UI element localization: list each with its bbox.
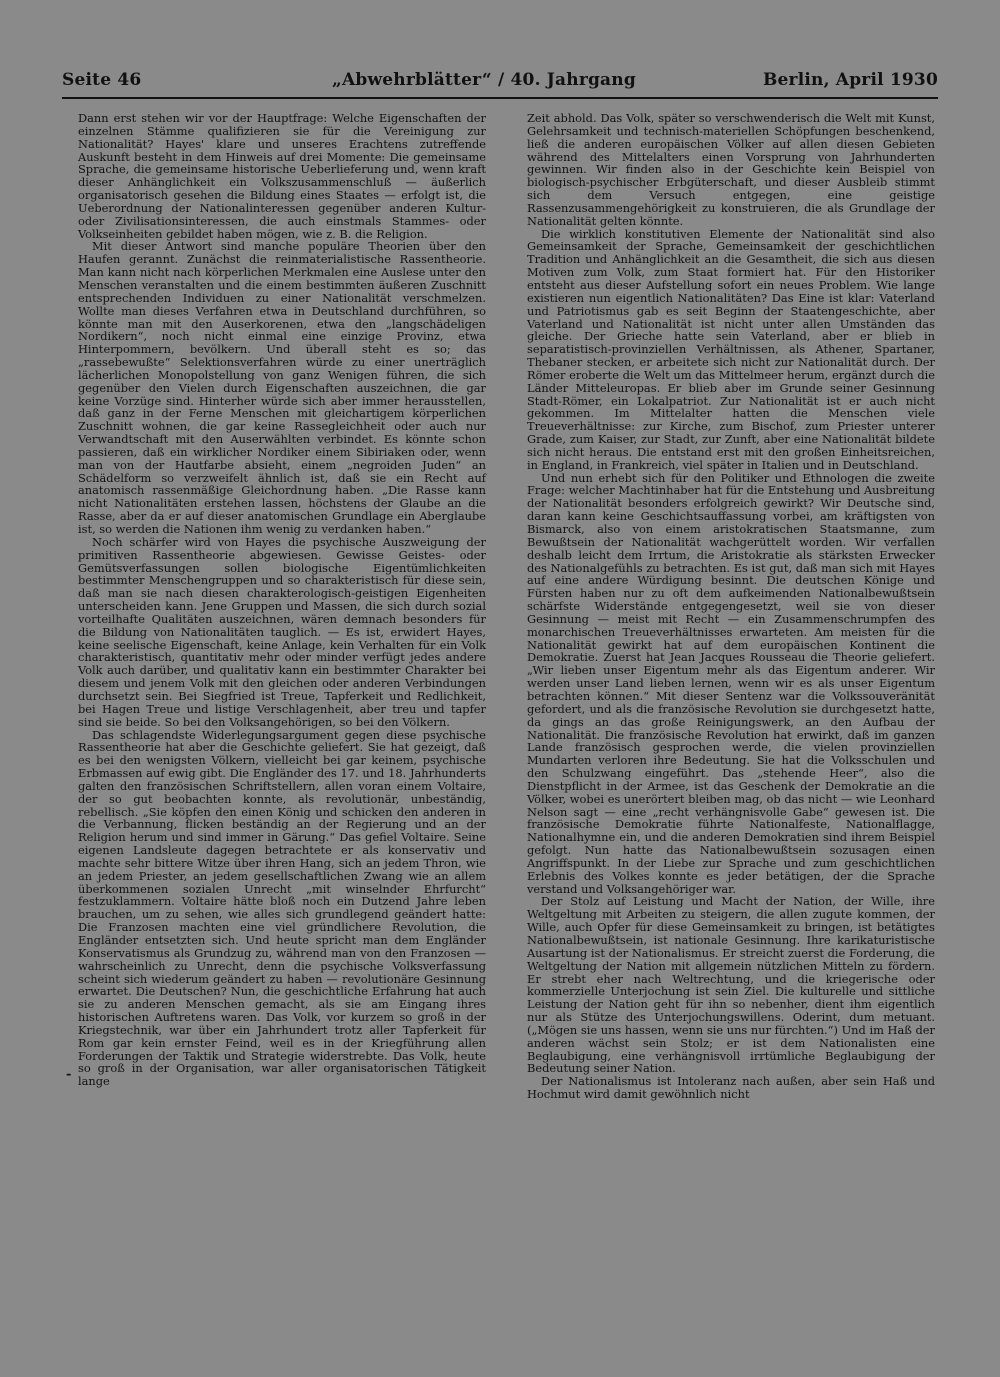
paragraph: Mit dieser Antwort sind manche populäre Theorien über den Haufen gerannt. Zunächst die reinmaterialistische Rassentheorie. Man kann nicht nach körperlichen Merkmalen eine Auslese unter den Menschen veranstalten und die einem bestimmten äußeren Zuschnitt entsprechenden Individuen zu einer Nationalität verschmelzen. Wollte man dieses Verfahren etwa in Deutschland durchführen, so könnte man mit den Auserkorenen, etwa den „langschädeligen Nordikern“, noch nicht einmal eine einzige Provinz, etwa Hinterpommern, bevölkern. Und überall steht es so; das „rassebewußte“ Selektionsverfahren würde zu einer unerträglich lächerlichen Monopolstellung von ganz Wenigen führen, die sich gegenüber den Vielen durch Eigenschaften auszeichnen, die gar keine Vorzüge sind. Hinterher würde sich aber immer herausstellen, daß ganz in der Ferne Menschen mit gleichartigem körperlichen Zuschnitt wohnen, die gar keine Rassegleichheit oder auch nur Verwandtschaft mit den Auserwählten verbindet. Es könnte schon passieren, daß ein wirklicher Nordiker einem Sibiriaken oder, wenn man von der Hautfarbe absieht, einem „negroiden Juden“ an Schädelform so verzweifelt ähnlich ist, daß sie ein Recht auf anatomisch rassenmäßige Gleichordnung haben. „Die Rasse kann nicht Nationalitäten erstehen lassen, höchstens der Glaube an die Rasse, aber da er auf dieser anatomischen Grundlage ein Aberglaube ist, so werden die Nationen ihm wenig zu verdanken haben.“ xyxy=(78,239,486,536)
paragraph: Der Nationalismus ist Intoleranz nach außen, aber sein Haß und Hochmut wird damit gewöhnlich nicht xyxy=(527,1074,935,1102)
page-number: Seite 46 xyxy=(62,70,142,90)
paragraph: Das schlagendste Widerlegungsargument gegen diese psychische Rassentheorie hat aber die Geschichte geliefert. Sie hat gezeigt, daß es bei den wenigsten Völkern, vielleicht bei gar keinem, psychische Erbmassen auf ewig gibt. Die Engländer des 17. und 18. Jahrhunderts galten den französischen Schriftstellern, allen voran einem Voltaire, der so gut beobachten konnte, als revolutionär, unbeständig, rebellisch. „Sie köpfen den einen König und schicken den anderen in die Verbannung, flicken beständig an der Regierung und an der Religion herum und sind immer in Gärung.“ Das gefiel Voltaire. Seine eigenen Landsleute dagegen betrachtete er als konservativ und machte sehr bittere Witze über ihren Hang, sich an jedem Thron, wie an jedem Priester, an jedem gesellschaftlichen Zwang wie an allem überkommenen sozialen Unrecht „mit winselnder Ehrfurcht“ festzuklammern. Voltaire hätte bloß noch ein Dutzend Jahre leben brauchen, um zu sehen, wie alles sich grundlegend geändert hatte: Die Franzosen machten eine viel gründlichere Revolution, die Engländer entsetzten sich. Und heute spricht man dem Engländer Konservatismus als Grundzug zu, während man von den Franzosen — wahrscheinlich zu Unrecht, denn die psychische Volksverfassung scheint sich wiederum geändert zu haben — revolutionäre Gesinnung erwartet. Die Deutschen? Nun, die geschichtliche Erfahrung hat auch sie zu anderen Menschen gemacht, als sie am Eingang ihres historischen Auftretens waren. Das Volk, vor kurzem so groß in der Kriegstechnik, war über ein Jahrhundert trotz aller Tapferkeit für Rom gar kein ernster Feind, weil es in der Kriegführung allen Forderungen der Taktik und Strategie widerstrebte. Das Volk, heute so groß in der Organisation, war aller organisatorischen Tätigkeit lange xyxy=(78,727,486,1089)
paragraph: Zeit abhold. Das Volk, später so verschwenderisch die Welt mit Kunst, Gelehrsamkeit und technisch-materiellen Schöpfungen beschenkend, ließ die anderen europäischen Völker auf allen diesen Gebieten während des Mittelalters einen Vorsprung von Jahrhunderten gewinnen. Wir finden also in der Geschichte kein Beispiel von biologisch-psychischer Erbgüterschaft, und dieser Ausbleib stimmt sich dem Versuch entgegen, eine geistige Rassenzusammengehörigkeit zu konstruieren, die als Grundlage der Nationalität gelten könnte. xyxy=(527,111,935,228)
paragraph: Die wirklich konstitutiven Elemente der Nationalität sind also Gemeinsamkeit der Sprache, Gemeinsamkeit der geschichtlichen Tradition und Anhänglichkeit an die Gesamtheit, die sich aus diesen Motiven zum Volk, zum Staat formiert hat. Für den Historiker entsteht aus dieser Aufstellung sofort ein neues Problem. Wie lange existieren nun eigentlich Nationalitäten? Das Eine ist klar: Vaterland und Patriotismus gab es seit Beginn der Staatengeschichte, aber Vaterland und Nationalität ist nicht unter allen Umständen das gleiche. Der Grieche hatte sein Vaterland, aber er blieb in separatistisch-provinziellen Verhältnissen, als Athener, Spartaner, Thebaner stecken, er arbeitete sich nicht zur Nationalität durch. Der Römer eroberte die Welt um das Mittelmeer herum, ergänzt durch die Länder Mitteleuropas. Er blieb aber im Grunde seiner Gesinnung Stadt-Römer, ein Lokalpatriot. Zur Nationalität ist er auch nicht gekommen. Im Mittelalter hatten die Menschen viele Treueverhältnisse: zur Kirche, zum Bischof, zum Priester unterer Grade, zum Kaiser, zur Stadt, zur Zunft, aber eine Nationalität bildete sich nicht heraus. Die entstand erst mit den großen Einheitsreichen, in England, in Frankreich, viel später in Italien und in Deutschland. xyxy=(527,226,935,472)
place-date: Berlin, April 1930 xyxy=(762,70,938,90)
right-column xyxy=(527,112,935,1101)
paragraph: Noch schärfer wird von Hayes die psychische Auszweigung der primitiven Rassentheorie abgewiesen. Gewisse Geistes- oder Gemütsverfassungen sollen biologische Eigentümlichkeiten bestimmter Menschengruppen und so charakteristisch für diese sein, daß man sie nach diesen charakterologisch-geistigen Eigenheiten unterscheiden kann. Jene Gruppen und Massen, die sich durch sozial vorteilhafte Qualitäten auszeichnen, wären demnach besonders für die Bildung von Nationalitäten tauglich. — Es ist, erwidert Hayes, keine seelische Eigenschaft, keine Anlage, kein Verhalten für ein Volk charakteristisch, quantitativ mehr oder minder verfügt jedes andere Volk auch darüber, und qualitativ kann ein bestimmter Charakter bei diesem und jenem Volk mit den gleichen oder anderen Verbindungen durchsetzt sein. Bei Siegfried ist Treue, Tapferkeit und Redlichkeit, bei Hagen Treue und listige Verschlagenheit, aber treu und tapfer sind sie beide. So bei den Volksangehörigen, so bei den Völkern. xyxy=(78,534,486,729)
header-rule xyxy=(62,97,938,99)
paragraph: Und nun erhebt sich für den Politiker und Ethnologen die zweite Frage: welcher Machtinhaber hat für die Entstehung und Ausbreitung der Nationalität besonders erfolgreich gewirkt? Wir Deutsche sind, daran kann keine Geschichtsauffassung vorbei, am kräftigsten von Bismarck, also von einem aristokratischen Staatsmanne, zum Bewußtsein der Nationalität wachgerüttelt worden. Wir verfallen deshalb leicht dem Irrtum, die Aristokratie als stärksten Erwecker des Nationalgefühls zu betrachten. Es ist gut, daß man sich mit Hayes auf eine andere Würdigung besinnt. Die deutschen Könige und Fürsten haben nur zu oft dem aufkeimenden Nationalbewußtsein schärfste Widerstände entgegengesetzt, weil sie von dieser Gesinnung — meist mit Recht — ein Zusammenschrumpfen des monarchischen Treueverhältnisses erwarteten. Am meisten für die Nationalität gewirkt hat auf dem europäischen Kontinent die Demokratie. Zuerst hat Jean Jacques Rousseau die Theorie geliefert. „Wir lieben unser Eigentum mehr als das Eigentum anderer. Wir werden unser Land lieben lernen, wenn wir es als unser Eigentum betrachten können.“ Mit dieser Sentenz war die Volkssouveränität gefordert, und als die französische Revolution sie durchgesetzt hatte, da gings an das große Reinigungswerk, an den Aufbau der Nationalität. Die französische Revolution hat erwirkt, daß im ganzen Lande französisch gesprochen werde, die vielen provinziellen Mundarten verloren ihre Bedeutung. Sie hat die Volksschulen und den Schulzwang eingeführt. Das „stehende Heer“, also die Dienstpflicht in der Armee, ist das Geschenk der Demokratie an die Völker, wobei es unerörtert bleiben mag, ob das nicht — wie Leonhard Nelson sagt — eine „recht verhängnisvolle Gabe“ gewesen ist. Die französische Demokratie führte Nationalfeste, Nationalflagge, Nationalhymne ein, und die anderen Demokratien sind ihrem Beispiel gefolgt. Nun hatte das Nationalbewußtsein sozusagen einen Angriffspunkt. In der Liebe zur Sprache und zum geschichtlichen Erlebnis des Volkes konnte es jeder betätigen, der die Sprache verstand und Volksangehöriger war. xyxy=(527,470,935,896)
left-column xyxy=(78,112,486,1088)
paragraph: Dann erst stehen wir vor der Hauptfrage: Welche Eigenschaften der einzelnen Stämme qualifizieren sie für die Vereinigung zur Nationalität? Hayes' klare und unseres Erachtens zutreffende Auskunft besteht in dem Hinweis auf drei Momente: Die gemeinsame Sprache, die gemeinsame historische Ueberlieferung und, wenn kraft dieser Anhänglichkeit ein Volkszusammenschluß — äußerlich organisatorisch gesehen die Bildung eines Staates — erfolgt ist, die Ueberordnung der Nationalinteressen gegenüber anderen Kultur- oder Zivilisationsinteressen, die auch einstmals Stammes- oder Volkseinheiten gebildet haben mögen, wie z. B. die Religion. xyxy=(78,111,486,241)
margin-mark: - xyxy=(66,1067,72,1082)
page-header xyxy=(62,70,938,94)
journal-title: „Abwehrblätter“ / 40. Jahrgang xyxy=(332,70,636,90)
paragraph: Der Stolz auf Leistung und Macht der Nation, der Wille, ihre Weltgeltung mit Arbeiten zu steigern, die allen zugute kommen, der Wille, auch Opfer für diese Gemeinsamkeit zu bringen, ist betätigtes Nationalbewußtsein, ist nationale Gesinnung. Ihre karikaturistische Ausartung ist der Nationalismus. Er streicht zuerst die Forderung, die Weltgeltung der Nation mit allgemein nützlichen Mitteln zu fördern. Er strebt eher nach Weltrechtung, und die kriegerische oder kommerzielle Unterjochung ist sein Ziel. Die kulturelle und sittliche Leistung der Nation geht für ihn so nebenher, dient ihm eigentlich nur als Stütze des Unterjochungswillens. Oderint, dum metuant. („Mögen sie uns hassen, wenn sie uns nur fürchten.“) Und im Haß der anderen wächst sein Stolz; er ist dem Nationalisten eine Beglaubigung, eine verhängnisvoll irrtümliche Beglaubigung der Bedeutung seiner Nation. xyxy=(527,894,935,1076)
